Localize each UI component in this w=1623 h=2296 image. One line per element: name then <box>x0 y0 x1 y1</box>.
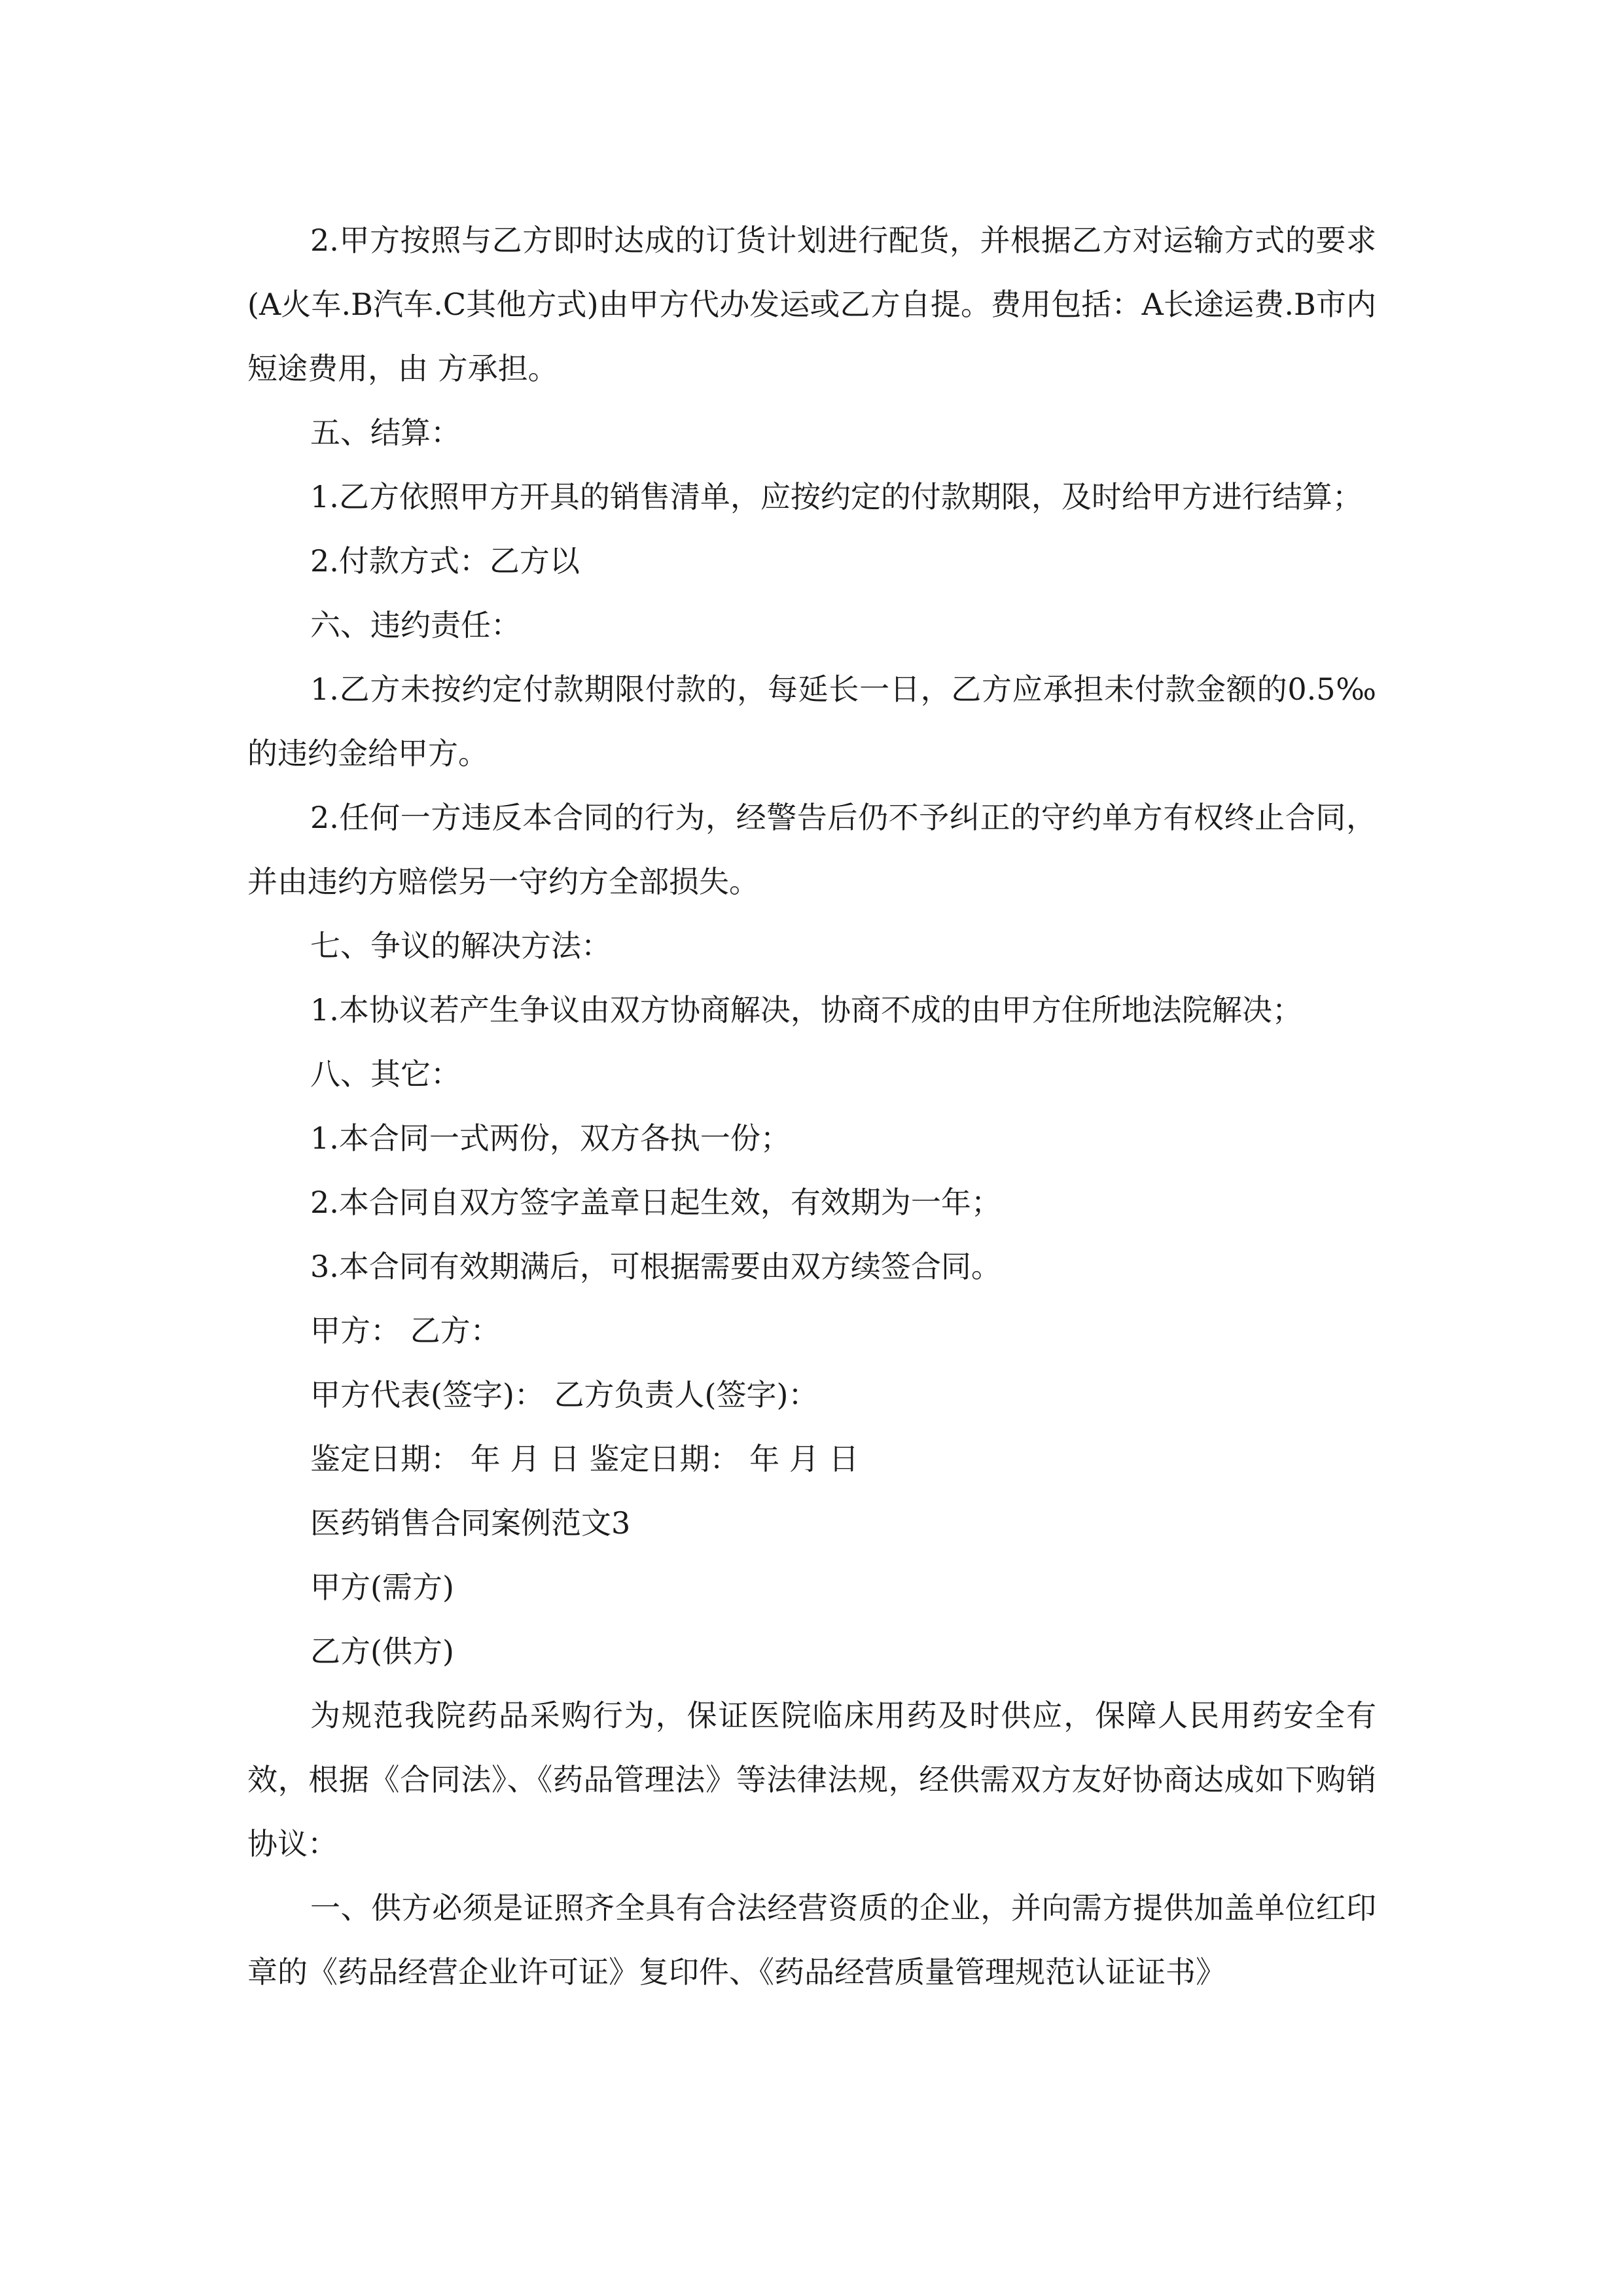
signature-representatives-line: 甲方代表(签字)： 乙方负责人(签字)： <box>310 1377 819 1412</box>
section-heading-breach-liability: 六、违约责任： <box>310 607 521 643</box>
clause-delivery-and-shipping: 2.甲方按照与乙方即时达成的订货计划进行配货，并根据乙方对运输方式的要求(A火车.B汽车.C其他方式)由甲方代办发运或乙方自提。费用包括：A长途运费.B市内短途费用，由 方承担。 <box>247 223 1376 386</box>
sample-contract-title: 医药销售合同案例范文3 <box>310 1505 631 1541</box>
section-heading-other: 八、其它： <box>310 1056 461 1092</box>
signature-parties-line: 甲方： 乙方： <box>310 1313 501 1348</box>
section-heading-dispute-resolution: 七、争议的解决方法： <box>310 928 611 963</box>
clause-dispute-court: 1.本协议若产生争议由双方协商解决，协商不成的由甲方住所地法院解决； <box>310 992 1302 1028</box>
document-body <box>247 208 1376 2004</box>
preamble-paragraph: 为规范我院药品采购行为，保证医院临床用药及时供应，保障人民用药安全有效，根据《合同法》、《药品管理法》等法律法规，经供需双方友好协商达成如下购销协议： <box>247 1698 1376 1861</box>
clause-copies: 1.本合同一式两份，双方各执一份； <box>310 1121 791 1156</box>
party-a-buyer: 甲方(需方) <box>310 1570 454 1605</box>
signature-dates-line: 鉴定日期： 年 月 日 鉴定日期： 年 月 日 <box>310 1441 859 1477</box>
clause-renewal: 3.本合同有效期满后，可根据需要由双方续签合同。 <box>310 1249 1001 1284</box>
clause-supplier-qualification: 一、供方必须是证照齐全具有合法经营资质的企业，并向需方提供加盖单位红印章的《药品经营企业许可证》复印件、《药品经营质量管理规范认证证书》 <box>247 1890 1376 1990</box>
party-b-supplier: 乙方(供方) <box>310 1634 454 1669</box>
clause-late-payment-penalty: 1.乙方未按约定付款期限付款的，每延长一日，乙方应承担未付款金额的0.5‰的违约金给甲方。 <box>247 672 1376 771</box>
clause-effective-period: 2.本合同自双方签字盖章日起生效，有效期为一年； <box>310 1185 1001 1220</box>
clause-payment-method: 2.付款方式：乙方以 <box>310 543 580 579</box>
clause-settlement-by-sales-list: 1.乙方依照甲方开具的销售清单，应按约定的付款期限，及时给甲方进行结算； <box>310 479 1363 514</box>
section-heading-settlement: 五、结算： <box>310 415 461 450</box>
clause-termination-and-damages: 2.任何一方违反本合同的行为，经警告后仍不予纠正的守约单方有权终止合同，并由违约方赔偿另一守约方全部损失。 <box>247 800 1376 899</box>
